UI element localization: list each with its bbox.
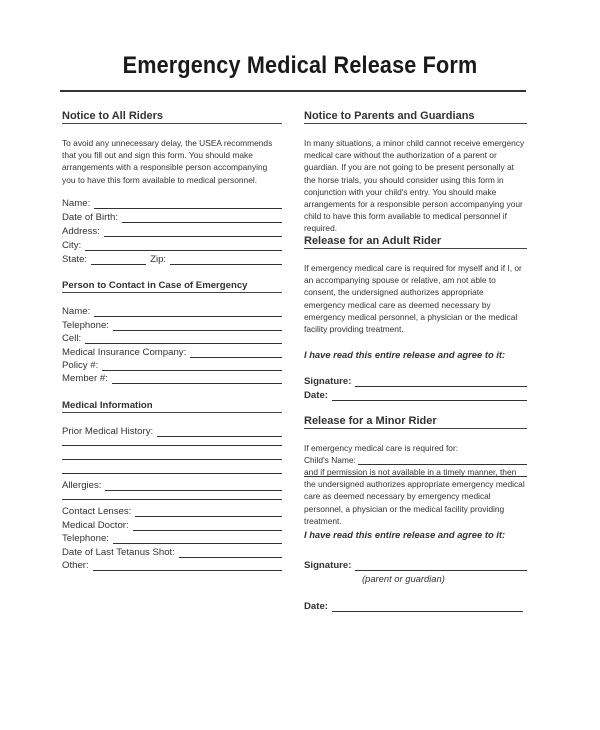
city-field[interactable] bbox=[62, 238, 282, 251]
minor-signature-field[interactable] bbox=[304, 558, 527, 571]
doctor-line[interactable] bbox=[133, 521, 282, 531]
adult-date-label: Date: bbox=[304, 390, 328, 401]
allergies-line-2[interactable] bbox=[62, 499, 282, 500]
doctor-telephone-field[interactable] bbox=[62, 531, 282, 544]
member-label: Member #: bbox=[62, 373, 108, 384]
lenses-label: Contact Lenses: bbox=[62, 506, 132, 517]
address-label: Address: bbox=[62, 226, 100, 237]
guardian-note: (parent or guardian) bbox=[362, 573, 445, 584]
history-line-2[interactable] bbox=[62, 445, 282, 446]
dob-field[interactable] bbox=[62, 210, 282, 223]
childs-name-line[interactable] bbox=[358, 456, 527, 465]
city-label: City: bbox=[62, 240, 82, 251]
contact-name-field[interactable] bbox=[62, 304, 282, 317]
adult-heading: Release for an Adult Rider bbox=[304, 235, 527, 249]
other-field[interactable] bbox=[62, 558, 282, 571]
dob-line[interactable] bbox=[122, 213, 282, 223]
address-line[interactable] bbox=[104, 227, 282, 237]
insurance-line[interactable] bbox=[190, 348, 282, 358]
lenses-field[interactable] bbox=[62, 504, 282, 517]
title-divider bbox=[60, 90, 526, 92]
adult-signature-label: Signature: bbox=[304, 376, 352, 387]
name-field[interactable] bbox=[62, 196, 282, 209]
state-zip-field[interactable] bbox=[62, 252, 282, 265]
contact-cell-line[interactable] bbox=[85, 334, 282, 344]
minor-text: and if permission is not available in a timely manner, then the undersigned authorizes appropriate emergency medical care as deemed necessary by emergency medical personnel, a physician or the medical facility providing treatment. bbox=[304, 467, 525, 526]
history-label: Prior Medical History: bbox=[62, 426, 154, 437]
allergies-line[interactable] bbox=[105, 481, 282, 491]
other-line[interactable] bbox=[93, 561, 282, 571]
address-field[interactable] bbox=[62, 224, 282, 237]
tetanus-field[interactable] bbox=[62, 545, 282, 558]
history-field[interactable] bbox=[62, 424, 282, 437]
insurance-field[interactable] bbox=[62, 345, 282, 358]
page-title: Emergency Medical Release Form bbox=[122, 52, 478, 79]
city-line[interactable] bbox=[85, 241, 282, 251]
contact-name-line[interactable] bbox=[94, 307, 282, 317]
minor-intro: If emergency medical care is required for: bbox=[304, 443, 459, 453]
contact-cell-field[interactable] bbox=[62, 331, 282, 344]
childs-name-label: Child's Name: bbox=[304, 455, 356, 465]
childs-name-field[interactable] bbox=[304, 453, 527, 465]
contact-heading: Person to Contact in Case of Emergency bbox=[62, 280, 282, 293]
minor-agree-text: I have read this entire release and agree to it: bbox=[304, 529, 506, 540]
allergies-field[interactable] bbox=[62, 478, 282, 491]
parents-text: In many situations, a minor child cannot receive emergency medical care without the authorization of a parent or guardian. If you are not going to be present personally at the horse trials, you should consider using this form in conjunction with your child's entry. You should make arrangements for a responsible person accompanying your child to have this form available to medical personnel if required. bbox=[304, 138, 525, 234]
lenses-line[interactable] bbox=[135, 507, 282, 517]
doctor-field[interactable] bbox=[62, 518, 282, 531]
state-label: State: bbox=[62, 254, 88, 265]
minor-date-label: Date: bbox=[304, 601, 328, 612]
doctor-telephone-label: Telephone: bbox=[62, 533, 109, 544]
notice-heading: Notice to All Riders bbox=[62, 110, 282, 124]
adult-date-line[interactable] bbox=[332, 391, 527, 401]
minor-date-line[interactable] bbox=[332, 602, 523, 612]
zip-line[interactable] bbox=[170, 255, 282, 265]
medical-heading: Medical Information bbox=[62, 400, 282, 413]
policy-line[interactable] bbox=[102, 361, 282, 371]
member-line[interactable] bbox=[112, 374, 282, 384]
minor-date-field[interactable] bbox=[304, 599, 523, 612]
contact-name-label: Name: bbox=[62, 306, 91, 317]
adult-agree-text: I have read this entire release and agree to it: bbox=[304, 349, 506, 360]
adult-text: If emergency medical care is required for myself and if I, or an accompanying spouse or relative, am not able to consent, the undersigned authorizes appropriate emergency medical care as deemed necessary by emergency medical personnel, a physician or the medical facility providing treatment. bbox=[304, 263, 522, 335]
notice-text: To avoid any unnecessary delay, the USEA recommends that you fill out and sign this form. You should make arrangements with a responsible person accompanying you to have this form available to medical personnel. bbox=[62, 138, 273, 185]
adult-date-field[interactable] bbox=[304, 388, 527, 401]
minor-signature-line[interactable] bbox=[355, 561, 527, 571]
adult-signature-line[interactable] bbox=[355, 377, 527, 387]
member-field[interactable] bbox=[62, 371, 282, 384]
contact-telephone-label: Telephone: bbox=[62, 320, 109, 331]
minor-heading: Release for a Minor Rider bbox=[304, 415, 527, 429]
minor-signature-label: Signature: bbox=[304, 560, 352, 571]
contact-telephone-field[interactable] bbox=[62, 318, 282, 331]
history-line[interactable] bbox=[157, 427, 282, 437]
doctor-telephone-line[interactable] bbox=[113, 534, 282, 544]
name-line[interactable] bbox=[94, 199, 282, 209]
parents-heading: Notice to Parents and Guardians bbox=[304, 110, 527, 124]
allergies-label: Allergies: bbox=[62, 480, 102, 491]
doctor-label: Medical Doctor: bbox=[62, 520, 129, 531]
insurance-label: Medical Insurance Company: bbox=[62, 347, 187, 358]
other-label: Other: bbox=[62, 560, 89, 571]
state-line[interactable] bbox=[91, 255, 146, 265]
policy-field[interactable] bbox=[62, 358, 282, 371]
history-line-3[interactable] bbox=[62, 459, 282, 460]
policy-label: Policy #: bbox=[62, 360, 99, 371]
adult-signature-field[interactable] bbox=[304, 374, 527, 387]
name-label: Name: bbox=[62, 198, 91, 209]
history-line-4[interactable] bbox=[62, 473, 282, 474]
tetanus-label: Date of Last Tetanus Shot: bbox=[62, 547, 175, 558]
contact-telephone-line[interactable] bbox=[113, 321, 282, 331]
dob-label: Date of Birth: bbox=[62, 212, 118, 223]
contact-cell-label: Cell: bbox=[62, 333, 82, 344]
zip-label: Zip: bbox=[150, 254, 167, 265]
tetanus-line[interactable] bbox=[179, 548, 282, 558]
